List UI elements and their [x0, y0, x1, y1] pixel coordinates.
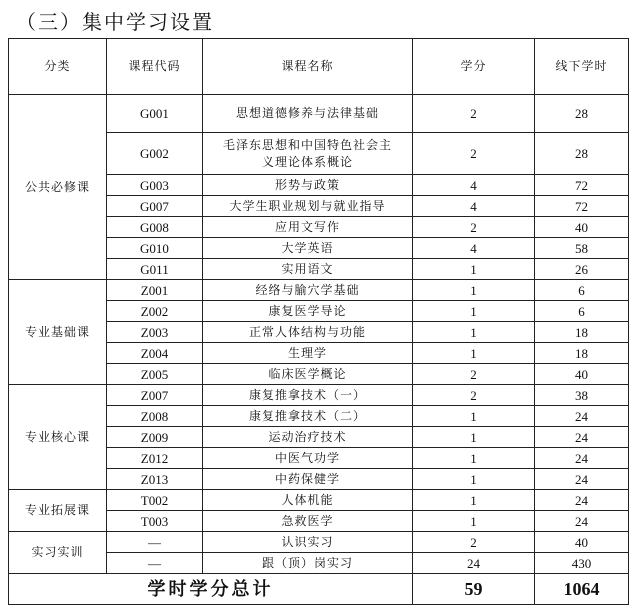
header-code: 课程代码 — [107, 39, 203, 95]
name-cell: 正常人体结构与功能 — [203, 322, 413, 343]
code-cell: G011 — [107, 259, 203, 280]
credit-cell: 1 — [413, 511, 535, 532]
hours-cell: 40 — [535, 532, 629, 553]
name-cell: 应用文写作 — [203, 217, 413, 238]
code-cell: G007 — [107, 196, 203, 217]
credit-cell: 1 — [413, 469, 535, 490]
table-row — [9, 385, 629, 406]
credit-cell: 2 — [413, 217, 535, 238]
hours-cell: 40 — [535, 364, 629, 385]
credit-cell: 1 — [413, 406, 535, 427]
credit-cell: 1 — [413, 490, 535, 511]
code-cell: G008 — [107, 217, 203, 238]
credit-cell: 4 — [413, 175, 535, 196]
name-cell: 急救医学 — [203, 511, 413, 532]
credit-cell: 4 — [413, 196, 535, 217]
category-cell: 专业拓展课 — [9, 490, 107, 532]
credit-cell: 4 — [413, 238, 535, 259]
header-row — [9, 39, 629, 95]
hours-cell: 26 — [535, 259, 629, 280]
credit-cell: 2 — [413, 532, 535, 553]
course-table — [8, 38, 629, 605]
name-cell: 中药保健学 — [203, 469, 413, 490]
name-cell: 实用语文 — [203, 259, 413, 280]
credit-cell: 1 — [413, 301, 535, 322]
hours-cell: 28 — [535, 133, 629, 175]
hours-cell: 24 — [535, 469, 629, 490]
code-cell: Z008 — [107, 406, 203, 427]
section-title: （三）集中学习设置 — [16, 12, 214, 34]
name-cell: 康复推拿技术（一） — [203, 385, 413, 406]
hours-cell: 24 — [535, 448, 629, 469]
hours-cell: 38 — [535, 385, 629, 406]
category-cell: 实习实训 — [9, 532, 107, 574]
header-credit: 学分 — [413, 39, 535, 95]
hours-cell: 72 — [535, 175, 629, 196]
name-cell: 认识实习 — [203, 532, 413, 553]
name-cell: 运动治疗技术 — [203, 427, 413, 448]
name-cell: 经络与腧穴学基础 — [203, 280, 413, 301]
name-cell: 人体机能 — [203, 490, 413, 511]
code-cell: Z009 — [107, 427, 203, 448]
name-cell: 生理学 — [203, 343, 413, 364]
hours-cell: 58 — [535, 238, 629, 259]
code-cell: Z013 — [107, 469, 203, 490]
table-row — [9, 532, 629, 553]
credit-cell: 2 — [413, 133, 535, 175]
category-cell: 专业核心课 — [9, 385, 107, 490]
code-cell: — — [107, 532, 203, 553]
name-cell: 临床医学概论 — [203, 364, 413, 385]
total-credit: 59 — [413, 574, 535, 605]
category-cell: 公共必修课 — [9, 95, 107, 280]
total-row — [9, 574, 629, 605]
hours-cell: 6 — [535, 301, 629, 322]
credit-cell: 24 — [413, 553, 535, 574]
credit-cell: 2 — [413, 364, 535, 385]
credit-cell: 1 — [413, 448, 535, 469]
code-cell: Z001 — [107, 280, 203, 301]
hours-cell: 6 — [535, 280, 629, 301]
hours-cell: 18 — [535, 322, 629, 343]
table-row — [9, 490, 629, 511]
code-cell: G001 — [107, 95, 203, 133]
code-cell: Z007 — [107, 385, 203, 406]
total-label: 学时学分总计 — [9, 574, 413, 605]
code-cell: Z003 — [107, 322, 203, 343]
code-cell: Z004 — [107, 343, 203, 364]
code-cell: G002 — [107, 133, 203, 175]
header-name: 课程名称 — [203, 39, 413, 95]
code-cell: — — [107, 553, 203, 574]
hours-cell: 430 — [535, 553, 629, 574]
name-cell: 思想道德修养与法律基础 — [203, 95, 413, 133]
code-cell: Z002 — [107, 301, 203, 322]
name-cell: 大学英语 — [203, 238, 413, 259]
credit-cell: 1 — [413, 259, 535, 280]
credit-cell: 1 — [413, 280, 535, 301]
code-cell: G010 — [107, 238, 203, 259]
name-cell: 跟（顶）岗实习 — [203, 553, 413, 574]
hours-cell: 24 — [535, 511, 629, 532]
name-cell: 形势与政策 — [203, 175, 413, 196]
category-cell: 专业基础课 — [9, 280, 107, 385]
code-cell: T003 — [107, 511, 203, 532]
name-cell: 大学生职业规划与就业指导 — [203, 196, 413, 217]
code-cell: T002 — [107, 490, 203, 511]
name-cell: 康复推拿技术（二） — [203, 406, 413, 427]
table-row — [9, 95, 629, 133]
code-cell: Z005 — [107, 364, 203, 385]
credit-cell: 1 — [413, 322, 535, 343]
hours-cell: 18 — [535, 343, 629, 364]
header-category: 分类 — [9, 39, 107, 95]
header-hours: 线下学时 — [535, 39, 629, 95]
name-cell: 毛泽东思想和中国特色社会主义理论体系概论 — [203, 133, 413, 175]
credit-cell: 2 — [413, 385, 535, 406]
hours-cell: 24 — [535, 427, 629, 448]
code-cell: Z012 — [107, 448, 203, 469]
table-row — [9, 280, 629, 301]
hours-cell: 28 — [535, 95, 629, 133]
name-cell: 康复医学导论 — [203, 301, 413, 322]
credit-cell: 1 — [413, 427, 535, 448]
hours-cell: 40 — [535, 217, 629, 238]
hours-cell: 24 — [535, 406, 629, 427]
code-cell: G003 — [107, 175, 203, 196]
credit-cell: 2 — [413, 95, 535, 133]
hours-cell: 72 — [535, 196, 629, 217]
name-cell: 中医气功学 — [203, 448, 413, 469]
credit-cell: 1 — [413, 343, 535, 364]
total-hours: 1064 — [535, 574, 629, 605]
hours-cell: 24 — [535, 490, 629, 511]
